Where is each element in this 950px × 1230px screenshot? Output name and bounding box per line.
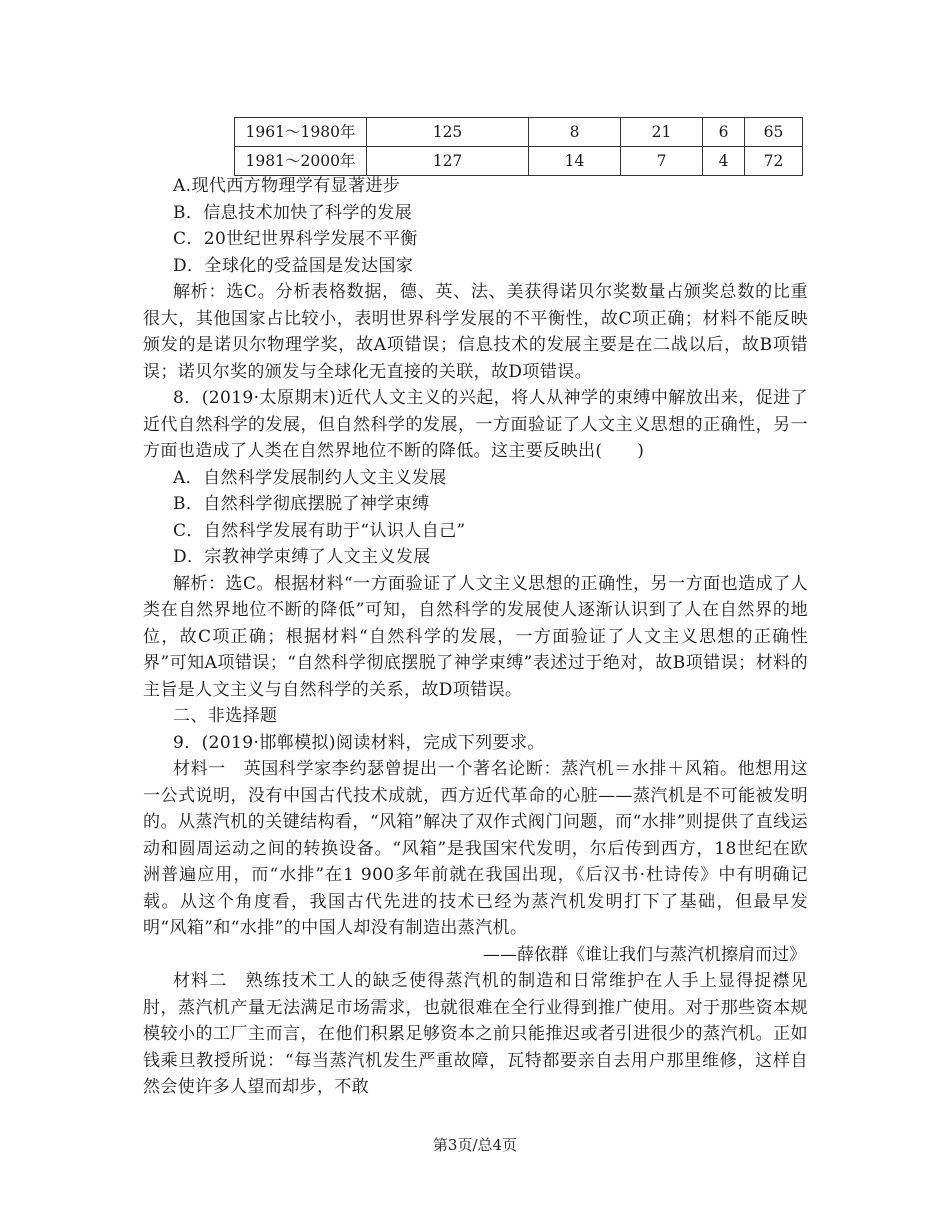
table-cell: 6: [703, 118, 745, 147]
q7-option-b: B．信息技术加快了科学的发展: [173, 202, 413, 223]
q9-material-1: 材料一 英国科学家李约瑟曾提出一个著名论断：蒸汽机＝水排＋风箱。他想用这一公式说明，没有中国古代技术成就，西方近代革命的心脏——蒸汽机是不可能被发明的。从蒸汽机的关键结构看，“风箱”解决了双作式阀门问题，而“水排”则提供了直线运动和圆周运动之间的转换设备。“风箱”是我国宋代发明，尔后传到西方，18世纪在欧洲普遍应用，而“水排”在1 900多年前就在我国出现，《后汉书·杜诗传》中有明确记载。从这个角度看，我国古代先进的技术已经为蒸汽机发明打下了基础，但最早发明“风箱”和“水排”的中国人却没有制造出蒸汽机。: [143, 759, 808, 938]
table-cell: 125: [367, 118, 529, 147]
q8-option-d: D．宗教神学束缚了人文主义发展: [173, 547, 431, 567]
q8-option-b: B．自然科学彻底摆脱了神学束缚: [173, 494, 430, 514]
table-row: [235, 147, 803, 176]
q8-analysis: 解析：选C。根据材料“一方面验证了人文主义思想的正确性，另一方面也造成了人类在自然界地位不断的降低”可知，自然科学的发展使人逐渐认识到了人在自然界的地位，故C项正确；根据材料“自然科学的发展，一方面验证了人文主义思想的正确性界”可知A项错误；“自然科学彻底摆脱了神学束缚”表述过于绝对，故B项错误；材料的主旨是人文主义与自然科学的关系，故D项错误。: [143, 573, 808, 700]
q7-option-c: C．20世纪世界科学发展不平衡: [173, 229, 418, 249]
q7-analysis: 解析：选C。分析表格数据，德、英、法、美获得诺贝尔奖数量占颁奖总数的比重很大，其他国家占比较小，表明世界科学发展的不平衡性，故C项正确；材料不能反映颁发的是诺贝尔物理学奖，故A项错误；信息技术的发展主要是在二战以后，故B项错误；诺贝尔奖的颁发与全球化无直接的关联，故D项错误。: [143, 282, 808, 382]
table-cell: 7: [621, 147, 703, 176]
q8-option-c: C．自然科学发展有助于“认识人自己”: [173, 520, 466, 541]
table-row: [235, 118, 803, 147]
table-cell: 8: [529, 118, 621, 147]
q9-material-2: 材料二 熟练技术工人的缺乏使得蒸汽机的制造和日常维护在人手上显得捉襟见肘，蒸汽机产量无法满足市场需求，也就很难在全行业得到推广使用。对于那些资本规模较小的工厂主而言，在他们积累足够资本之前只能推迟或者引进很少的蒸汽机。正如钱乘旦教授所说：“每当蒸汽机发生严重故障，瓦特都要亲自去用户那里维修，这样自然会使许多人望而却步，不敢: [143, 971, 808, 1097]
page-footer: 第3页/总4页: [432, 1136, 518, 1154]
table-cell: 14: [529, 147, 621, 176]
nobel-statistics-table: [234, 117, 803, 176]
q7-option-d: D．全球化的受益国是发达国家: [173, 255, 414, 276]
section-heading: 二、非选择题: [173, 706, 278, 726]
table-cell: 72: [745, 147, 803, 176]
table-cell: 65: [745, 118, 803, 147]
question-content: [143, 173, 808, 1101]
q8-stem: 8．(2019·太原期末)近代人文主义的兴起，将人从神学的束缚中解放出来，促进了近代自然科学的发展，但自然科学的发展，一方面验证了人文主义思想的正确性，另一方面也造成了人类在自然界地位不断的降低。这主要反映出( ): [143, 388, 808, 461]
q7-option-a: A.现代西方物理学有显著进步: [173, 176, 401, 196]
q8-option-a: A．自然科学发展制约人文主义发展: [173, 467, 447, 488]
table-cell: 4: [703, 147, 745, 176]
q9-stem: 9．(2019·邯郸模拟)阅读材料，完成下列要求。: [173, 732, 545, 753]
table-cell: 1961～1980年: [235, 118, 367, 147]
table-cell: 21: [621, 118, 703, 147]
table-cell: 127: [367, 147, 529, 176]
table-cell: 1981～2000年: [235, 147, 367, 176]
q9-material-1-source: ——薛依群《谁让我们与蒸汽机擦肩而过》: [483, 944, 806, 965]
